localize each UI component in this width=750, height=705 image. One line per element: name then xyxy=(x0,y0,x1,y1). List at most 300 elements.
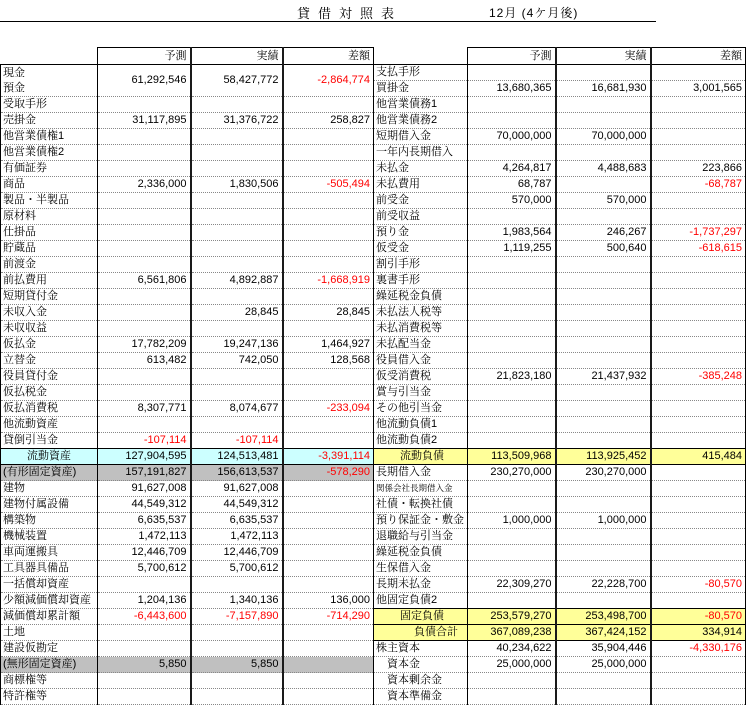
row-label: 繰延税金負債 xyxy=(374,289,468,305)
actual-value xyxy=(556,433,651,449)
actual-value xyxy=(556,305,651,321)
diff-value xyxy=(651,545,746,561)
row-label: 他流動負債2 xyxy=(374,433,468,449)
row-label: 前受収益 xyxy=(374,209,468,225)
row-label: 預り金 xyxy=(374,225,468,241)
actual-value: 16,681,930 xyxy=(556,81,651,97)
forecast-value xyxy=(468,353,556,369)
actual-value xyxy=(556,385,651,401)
forecast-value xyxy=(468,209,556,225)
forecast-value xyxy=(98,689,191,705)
actual-value: -7,157,890 xyxy=(191,609,283,625)
actual-value xyxy=(556,97,651,113)
actual-value xyxy=(556,145,651,161)
diff-value: -80,570 xyxy=(651,577,746,593)
row-label: 退職給与引当金 xyxy=(374,529,468,545)
row-label: 貯蔵品 xyxy=(1,241,98,257)
row-label: 他固定負債2 xyxy=(374,593,468,609)
row-label: 仮払消費税 xyxy=(1,401,98,417)
forecast-value: 31,117,895 xyxy=(98,113,191,129)
forecast-value: 127,904,595 xyxy=(98,449,191,465)
row-label: 買掛金 xyxy=(374,81,468,97)
row-label: その他引当金 xyxy=(374,401,468,417)
diff-value xyxy=(283,641,374,657)
forecast-value: 613,482 xyxy=(98,353,191,369)
actual-value xyxy=(556,593,651,609)
row-label: 固定負債 xyxy=(374,609,468,625)
forecast-value: 91,627,008 xyxy=(98,481,191,497)
forecast-value: 5,700,612 xyxy=(98,561,191,577)
actual-value xyxy=(191,225,283,241)
forecast-value: 4,264,817 xyxy=(468,161,556,177)
row-label: 未払費用 xyxy=(374,177,468,193)
actual-value: 58,427,772 xyxy=(191,65,283,97)
diff-value xyxy=(651,113,746,129)
actual-value: 12,446,709 xyxy=(191,545,283,561)
actual-value: 246,267 xyxy=(556,225,651,241)
diff-value xyxy=(283,513,374,529)
row-label: 他営業債権1 xyxy=(1,129,98,145)
actual-value xyxy=(556,353,651,369)
forecast-value: 13,680,365 xyxy=(468,81,556,97)
actual-value xyxy=(556,65,651,81)
forecast-value xyxy=(468,593,556,609)
actual-value: 5,700,612 xyxy=(191,561,283,577)
forecast-value xyxy=(468,385,556,401)
row-label: 未払配当金 xyxy=(374,337,468,353)
actual-value xyxy=(191,417,283,433)
diff-value xyxy=(283,417,374,433)
row-label: 関係会社長期借入金 xyxy=(374,481,468,497)
diff-value xyxy=(283,289,374,305)
actual-value: 19,247,136 xyxy=(191,337,283,353)
actual-value xyxy=(556,289,651,305)
row-label: 仕掛品 xyxy=(1,225,98,241)
row-label: 割引手形 xyxy=(374,257,468,273)
row-label: 資本金 xyxy=(374,657,468,673)
actual-value xyxy=(191,577,283,593)
row-label: 土地 xyxy=(1,625,98,641)
row-label: (無形固定資産) xyxy=(1,657,98,673)
forecast-value: 44,549,312 xyxy=(98,497,191,513)
row-label: 長期未払金 xyxy=(374,577,468,593)
col-header-diff: 差額 xyxy=(283,48,374,65)
diff-value xyxy=(283,97,374,113)
forecast-value xyxy=(468,433,556,449)
row-label: 車両運搬具 xyxy=(1,545,98,561)
actual-value xyxy=(191,321,283,337)
forecast-value: 8,307,771 xyxy=(98,401,191,417)
diff-value: -2,864,774 xyxy=(283,65,374,97)
row-label: 現金 預金 xyxy=(1,65,98,97)
diff-value xyxy=(651,353,746,369)
diff-value xyxy=(283,129,374,145)
row-label: 未収収益 xyxy=(1,321,98,337)
actual-value: 253,498,700 xyxy=(556,609,651,625)
col-header-forecast: 予測 xyxy=(98,48,191,65)
diff-value xyxy=(283,433,374,449)
diff-value xyxy=(651,673,746,689)
actual-value xyxy=(191,129,283,145)
forecast-value xyxy=(98,129,191,145)
row-label: 工具器具備品 xyxy=(1,561,98,577)
forecast-value xyxy=(468,337,556,353)
diff-value: -505,494 xyxy=(283,177,374,193)
row-label: 賞与引当金 xyxy=(374,385,468,401)
row-label: 立替金 xyxy=(1,353,98,369)
liabilities-table xyxy=(373,47,746,705)
forecast-value xyxy=(98,145,191,161)
forecast-value xyxy=(98,289,191,305)
forecast-value xyxy=(468,65,556,81)
diff-value xyxy=(651,273,746,289)
forecast-value xyxy=(468,113,556,129)
forecast-value xyxy=(468,257,556,273)
forecast-value xyxy=(468,561,556,577)
diff-value xyxy=(283,257,374,273)
forecast-value xyxy=(98,673,191,689)
actual-value: 1,472,113 xyxy=(191,529,283,545)
diff-value xyxy=(651,97,746,113)
actual-value: 4,488,683 xyxy=(556,161,651,177)
actual-value xyxy=(191,385,283,401)
forecast-value: 1,119,255 xyxy=(468,241,556,257)
diff-value xyxy=(651,305,746,321)
row-label: 特許権等 xyxy=(1,689,98,705)
row-label: 建物付属設備 xyxy=(1,497,98,513)
diff-value xyxy=(283,481,374,497)
actual-value: 21,437,932 xyxy=(556,369,651,385)
actual-value xyxy=(191,193,283,209)
row-label: 売掛金 xyxy=(1,113,98,129)
forecast-value xyxy=(98,225,191,241)
diff-value: -714,290 xyxy=(283,609,374,625)
actual-value: 70,000,000 xyxy=(556,129,651,145)
diff-value xyxy=(651,529,746,545)
diff-value: -1,737,297 xyxy=(651,225,746,241)
row-label: 短期借入金 xyxy=(374,129,468,145)
forecast-value: 1,472,113 xyxy=(98,529,191,545)
forecast-value: 253,579,270 xyxy=(468,609,556,625)
forecast-value xyxy=(468,545,556,561)
row-label: 前渡金 xyxy=(1,257,98,273)
diff-value xyxy=(283,241,374,257)
row-label: 機械装置 xyxy=(1,529,98,545)
diff-value: 334,914 xyxy=(651,625,746,641)
diff-value: 223,866 xyxy=(651,161,746,177)
row-label: 未収入金 xyxy=(1,305,98,321)
col-header-forecast: 予測 xyxy=(468,48,556,65)
diff-value: -618,615 xyxy=(651,241,746,257)
diff-value: -385,248 xyxy=(651,369,746,385)
row-label: 建設仮勘定 xyxy=(1,641,98,657)
forecast-value xyxy=(468,497,556,513)
diff-value: -80,570 xyxy=(651,609,746,625)
actual-value: 6,635,537 xyxy=(191,513,283,529)
row-label: 仮払税金 xyxy=(1,385,98,401)
row-label: (有形固定資産) xyxy=(1,465,98,481)
diff-value xyxy=(651,321,746,337)
diff-value: 1,464,927 xyxy=(283,337,374,353)
actual-value xyxy=(556,529,651,545)
diff-value: -68,787 xyxy=(651,177,746,193)
row-label: 少額減価償却資産 xyxy=(1,593,98,609)
actual-value: 5,850 xyxy=(191,657,283,673)
diff-value xyxy=(651,433,746,449)
row-label: 原材料 xyxy=(1,209,98,225)
row-label: 他営業債務2 xyxy=(374,113,468,129)
row-label: 他流動負債1 xyxy=(374,417,468,433)
diff-value xyxy=(651,289,746,305)
row-label: 受取手形 xyxy=(1,97,98,113)
row-label: 構築物 xyxy=(1,513,98,529)
actual-value: 35,904,446 xyxy=(556,641,651,657)
forecast-value xyxy=(468,673,556,689)
diff-value xyxy=(651,65,746,81)
diff-value xyxy=(283,625,374,641)
diff-value xyxy=(651,689,746,705)
forecast-value xyxy=(98,241,191,257)
row-label: 商品 xyxy=(1,177,98,193)
forecast-value xyxy=(468,689,556,705)
diff-value xyxy=(651,193,746,209)
forecast-value: 6,635,537 xyxy=(98,513,191,529)
diff-value xyxy=(651,129,746,145)
actual-value: -107,114 xyxy=(191,433,283,449)
forecast-value: 70,000,000 xyxy=(468,129,556,145)
actual-value: 1,000,000 xyxy=(556,513,651,529)
actual-value: 742,050 xyxy=(191,353,283,369)
actual-value: 500,640 xyxy=(556,241,651,257)
diff-value xyxy=(283,529,374,545)
diff-value: -3,391,114 xyxy=(283,449,374,465)
row-label: 建物 xyxy=(1,481,98,497)
forecast-value: 5,850 xyxy=(98,657,191,673)
diff-value: 3,001,565 xyxy=(651,81,746,97)
actual-value xyxy=(191,689,283,705)
diff-value xyxy=(651,385,746,401)
actual-value xyxy=(191,145,283,161)
diff-value xyxy=(283,385,374,401)
actual-value xyxy=(556,209,651,225)
row-label: 流動資産 xyxy=(1,449,98,465)
forecast-value xyxy=(98,641,191,657)
diff-value: 128,568 xyxy=(283,353,374,369)
diff-value xyxy=(283,497,374,513)
assets-table xyxy=(0,47,374,705)
actual-value: 22,228,700 xyxy=(556,577,651,593)
actual-value xyxy=(191,289,283,305)
forecast-value xyxy=(468,97,556,113)
forecast-value xyxy=(468,321,556,337)
row-label: 仮払金 xyxy=(1,337,98,353)
row-label: 負債合計 xyxy=(374,625,468,641)
actual-value: 113,925,452 xyxy=(556,449,651,465)
diff-value xyxy=(651,593,746,609)
forecast-value: 6,561,806 xyxy=(98,273,191,289)
row-label: 株主資本 xyxy=(374,641,468,657)
row-label: 長期借入金 xyxy=(374,465,468,481)
forecast-value: 1,204,136 xyxy=(98,593,191,609)
actual-value: 1,830,506 xyxy=(191,177,283,193)
row-label: 預り保証金・敷金 xyxy=(374,513,468,529)
actual-value: 25,000,000 xyxy=(556,657,651,673)
forecast-value: -6,443,600 xyxy=(98,609,191,625)
forecast-value xyxy=(98,257,191,273)
col-header-diff: 差額 xyxy=(651,48,746,65)
forecast-value: 61,292,546 xyxy=(98,65,191,97)
period-label: 12月 (4ケ月後) xyxy=(489,6,579,20)
actual-value xyxy=(191,241,283,257)
diff-value xyxy=(283,209,374,225)
actual-value xyxy=(556,273,651,289)
forecast-value xyxy=(468,401,556,417)
row-label: 製品・半製品 xyxy=(1,193,98,209)
forecast-value xyxy=(98,193,191,209)
diff-value xyxy=(283,577,374,593)
forecast-value: 1,983,564 xyxy=(468,225,556,241)
row-label: 他営業債務1 xyxy=(374,97,468,113)
diff-value xyxy=(283,145,374,161)
actual-value xyxy=(191,257,283,273)
row-label: 商標権等 xyxy=(1,673,98,689)
actual-value xyxy=(191,673,283,689)
diff-value xyxy=(283,673,374,689)
row-label: 短期貸付金 xyxy=(1,289,98,305)
diff-value: -578,290 xyxy=(283,465,374,481)
header-blank xyxy=(1,48,98,65)
row-label: 資本準備金 xyxy=(374,689,468,705)
diff-value: -1,668,919 xyxy=(283,273,374,289)
actual-value: 28,845 xyxy=(191,305,283,321)
forecast-value: 113,509,968 xyxy=(468,449,556,465)
row-label: 未払消費税等 xyxy=(374,321,468,337)
forecast-value: 12,446,709 xyxy=(98,545,191,561)
row-label: 前受金 xyxy=(374,193,468,209)
row-label: 他営業債権2 xyxy=(1,145,98,161)
forecast-value xyxy=(98,97,191,113)
actual-value xyxy=(191,625,283,641)
row-label: 未払法人税等 xyxy=(374,305,468,321)
row-label: 資本剰余金 xyxy=(374,673,468,689)
actual-value: 230,270,000 xyxy=(556,465,651,481)
forecast-value: 25,000,000 xyxy=(468,657,556,673)
diff-value xyxy=(651,657,746,673)
forecast-value: 1,000,000 xyxy=(468,513,556,529)
forecast-value: 21,823,180 xyxy=(468,369,556,385)
row-label: 流動負債 xyxy=(374,449,468,465)
actual-value xyxy=(556,401,651,417)
row-label: 一年内長期借入 xyxy=(374,145,468,161)
actual-value xyxy=(556,545,651,561)
forecast-value xyxy=(98,625,191,641)
diff-value xyxy=(651,401,746,417)
forecast-value: 367,089,238 xyxy=(468,625,556,641)
diff-value xyxy=(283,193,374,209)
diff-value xyxy=(651,417,746,433)
forecast-value xyxy=(98,305,191,321)
diff-value xyxy=(283,657,374,673)
row-label: 繰延税金負債 xyxy=(374,545,468,561)
actual-value: 1,340,136 xyxy=(191,593,283,609)
diff-value xyxy=(283,561,374,577)
forecast-value xyxy=(468,273,556,289)
actual-value: 570,000 xyxy=(556,193,651,209)
actual-value: 124,513,481 xyxy=(191,449,283,465)
actual-value xyxy=(191,97,283,113)
sheet-title: 貸借対照表 xyxy=(297,6,403,21)
forecast-value xyxy=(468,529,556,545)
forecast-value: 22,309,270 xyxy=(468,577,556,593)
row-label: 生保借入金 xyxy=(374,561,468,577)
row-label: 仮受金 xyxy=(374,241,468,257)
forecast-value xyxy=(98,417,191,433)
diff-value xyxy=(283,161,374,177)
diff-value: 28,845 xyxy=(283,305,374,321)
forecast-value: 17,782,209 xyxy=(98,337,191,353)
row-label: 他流動資産 xyxy=(1,417,98,433)
row-label: 社債・転換社債 xyxy=(374,497,468,513)
actual-value xyxy=(556,177,651,193)
diff-value xyxy=(283,321,374,337)
row-label: 裏書手形 xyxy=(374,273,468,289)
forecast-value xyxy=(98,577,191,593)
diff-value xyxy=(651,145,746,161)
col-header-actual: 実績 xyxy=(191,48,283,65)
forecast-value xyxy=(468,417,556,433)
actual-value xyxy=(556,113,651,129)
diff-value xyxy=(651,497,746,513)
actual-value: 4,892,887 xyxy=(191,273,283,289)
actual-value: 91,627,008 xyxy=(191,481,283,497)
diff-value xyxy=(651,481,746,497)
diff-value: 415,484 xyxy=(651,449,746,465)
diff-value xyxy=(651,561,746,577)
header-blank xyxy=(374,48,468,65)
diff-value xyxy=(651,257,746,273)
diff-value xyxy=(651,209,746,225)
actual-value xyxy=(556,497,651,513)
row-label: 仮受消費税 xyxy=(374,369,468,385)
forecast-value xyxy=(468,289,556,305)
actual-value: 367,424,152 xyxy=(556,625,651,641)
row-label: 一括償却資産 xyxy=(1,577,98,593)
title-underline xyxy=(0,21,656,22)
forecast-value xyxy=(98,369,191,385)
actual-value xyxy=(191,161,283,177)
row-label: 有価証券 xyxy=(1,161,98,177)
diff-value xyxy=(283,545,374,561)
actual-value xyxy=(556,673,651,689)
diff-value: 136,000 xyxy=(283,593,374,609)
forecast-value xyxy=(468,145,556,161)
actual-value xyxy=(191,209,283,225)
diff-value: 258,827 xyxy=(283,113,374,129)
diff-value xyxy=(283,369,374,385)
forecast-value: 230,270,000 xyxy=(468,465,556,481)
forecast-value xyxy=(98,321,191,337)
forecast-value xyxy=(98,385,191,401)
diff-value xyxy=(283,225,374,241)
actual-value xyxy=(191,641,283,657)
forecast-value: 40,234,622 xyxy=(468,641,556,657)
row-label: 前払費用 xyxy=(1,273,98,289)
actual-value: 8,074,677 xyxy=(191,401,283,417)
actual-value: 31,376,722 xyxy=(191,113,283,129)
actual-value xyxy=(556,417,651,433)
forecast-value: -107,114 xyxy=(98,433,191,449)
diff-value xyxy=(651,513,746,529)
